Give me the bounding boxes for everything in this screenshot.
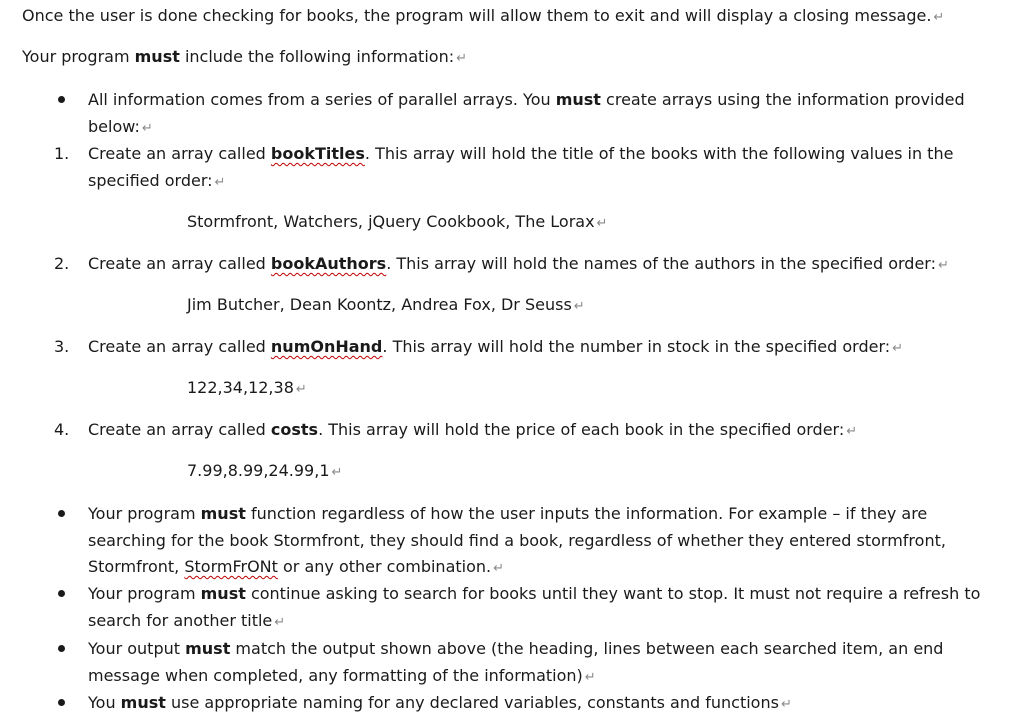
- function-line-2: searching for the book Stormfront, they should find a book, regardless of whether they entered stormfront,: [88, 531, 946, 550]
- output-line-2: message when completed, any formatting of the information) ↵: [88, 666, 596, 685]
- bullet-icon: [58, 510, 65, 517]
- output-line-1: Your output must match the output shown above (the heading, lines between each searched item, an end: [88, 639, 944, 658]
- intro-line-2: Your program must include the following information: ↵: [22, 47, 467, 66]
- bullet-icon: [58, 699, 65, 706]
- item-1-line-1: Create an array called bookTitles. This array will hold the title of the books with the following values in the: [88, 144, 954, 163]
- item-number: 1.: [54, 144, 70, 163]
- item-1-values: Stormfront, Watchers, jQuery Cookbook, The Lorax ↵: [187, 212, 608, 231]
- item-4-line-1: Create an array called costs. This array will hold the price of each book in the specified order: ↵: [88, 420, 858, 439]
- bullet-icon: [58, 96, 65, 103]
- item-1-line-2: specified order: ↵: [88, 171, 226, 190]
- item-number: 4.: [54, 420, 70, 439]
- item-2-values: Jim Butcher, Dean Koontz, Andrea Fox, Dr Seuss ↵: [187, 295, 585, 314]
- continue-line-2: search for another title ↵: [88, 611, 286, 630]
- bullet-icon: [58, 645, 65, 652]
- item-2-line-1: Create an array called bookAuthors. This array will hold the names of the authors in the specified order: ↵: [88, 254, 949, 273]
- item-4-values: 7.99,8.99,24.99,1 ↵: [187, 461, 343, 480]
- item-number: 2.: [54, 254, 70, 273]
- item-number: 3.: [54, 337, 70, 356]
- function-line-3: Stormfront, StormFrONt or any other combination. ↵: [88, 557, 505, 576]
- bullet-icon: [58, 590, 65, 597]
- function-line-1: Your program must function regardless of how the user inputs the information. For example – if they are: [88, 504, 928, 523]
- parallel-arrays-line-1: All information comes from a series of parallel arrays. You must create arrays using the information provided: [88, 90, 965, 109]
- item-3-values: 122,34,12,38 ↵: [187, 378, 307, 397]
- parallel-arrays-line-2: below: ↵: [88, 117, 153, 136]
- item-3-line-1: Create an array called numOnHand. This array will hold the number in stock in the specified order: ↵: [88, 337, 904, 356]
- intro-line-1: Once the user is done checking for books, the program will allow them to exit and will display a closing message. ↵: [22, 6, 945, 25]
- continue-line-1: Your program must continue asking to search for books until they want to stop. It must not require a refresh to: [88, 584, 981, 603]
- naming-line-1: You must use appropriate naming for any declared variables, constants and functions ↵: [88, 693, 792, 712]
